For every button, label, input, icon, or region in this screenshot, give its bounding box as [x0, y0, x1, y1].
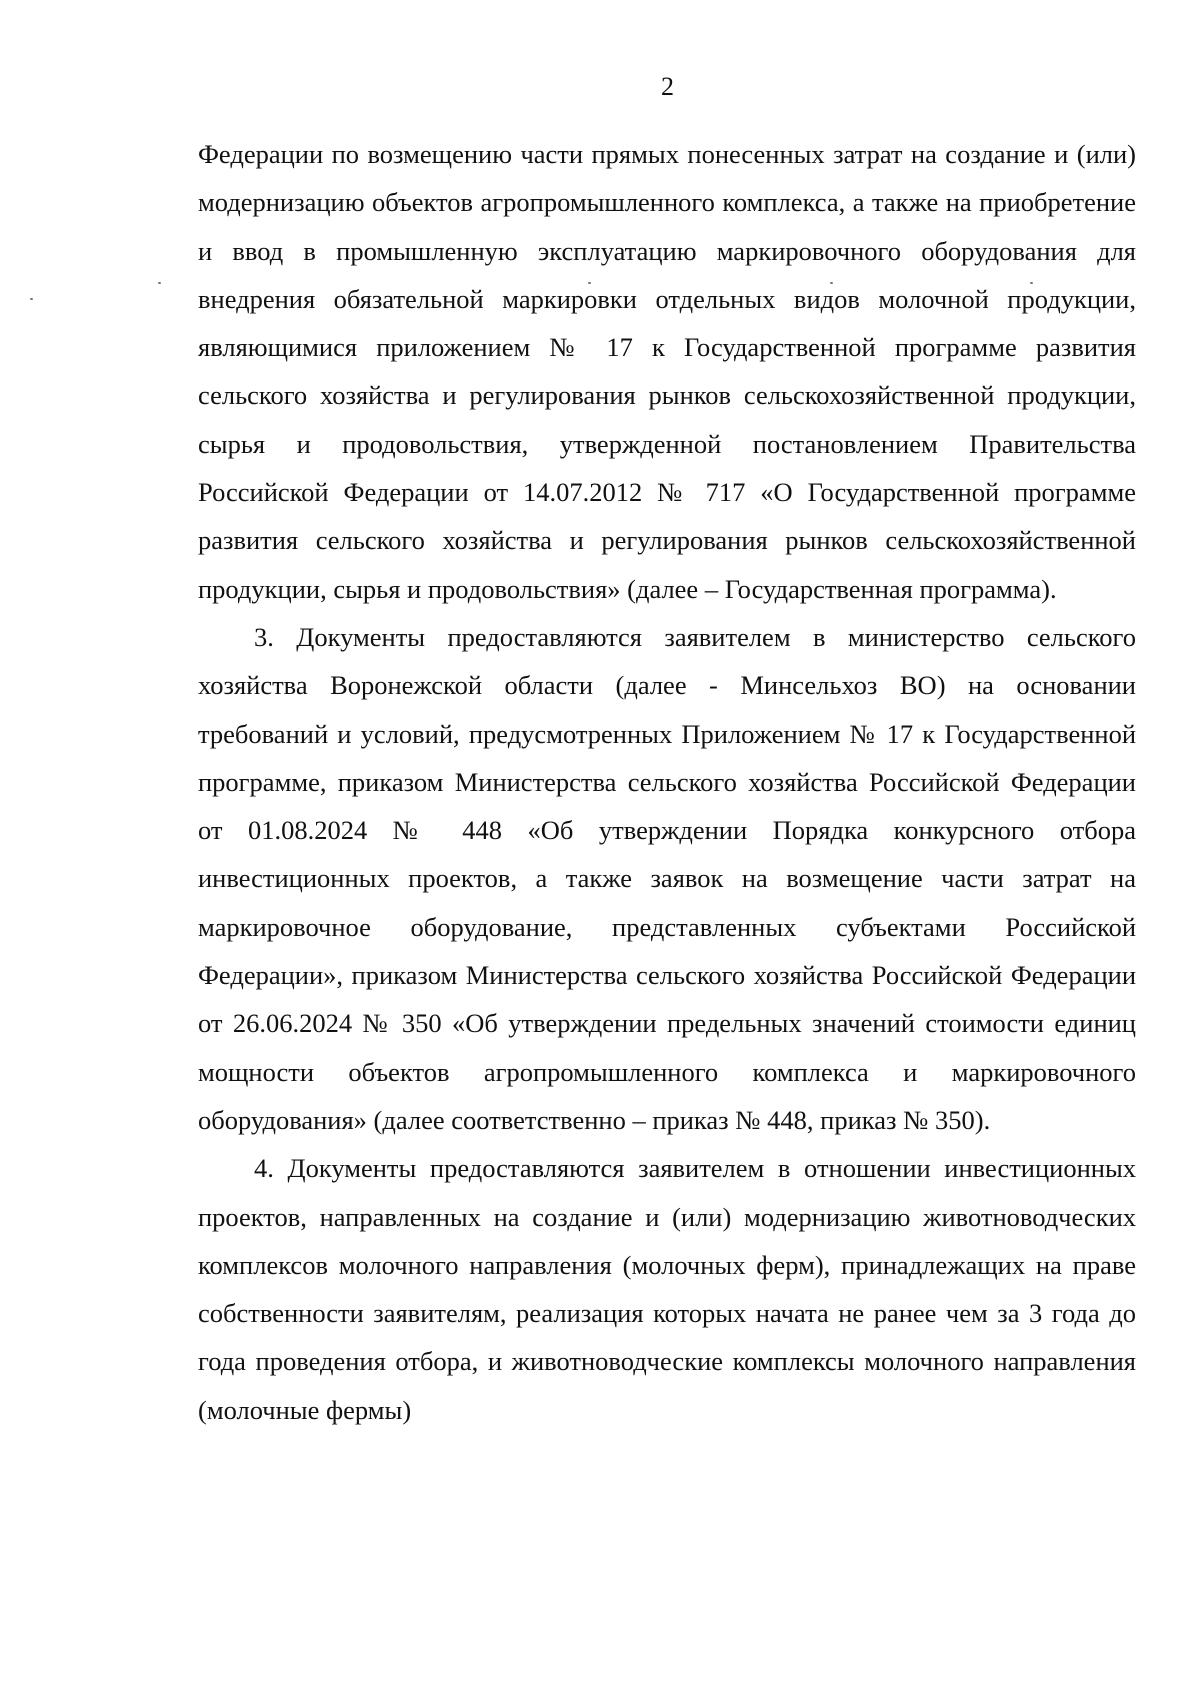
- document-body: [198, 130, 1136, 1434]
- paragraph-item-4: 4. Документы предоставляются заявителем в отношении инвестиционных проектов, направленных на создание и (или) модернизацию животноводческих комплексов молочного направления (молочных ферм), принадлежащих на праве собственности заявителям, реализация которых начата не ранее чем за 3 года до года проведения отбора, и животноводческие комплексы молочного направления (молочные фермы): [198, 1153, 1136, 1425]
- scan-speck: [30, 298, 33, 300]
- page-number: 2: [661, 72, 674, 101]
- paragraph-continuation: Федерации по возмещению части прямых понесенных затрат на создание и (или) модернизацию объектов агропромышленного комплекса, а также на приобретение и ввод в промышленную эксплуатацию маркировочного оборудования для внедрения обязательной маркировки отдельных видов молочной продукции, являющимися приложением № 17 к Государственной программе развития сельского хозяйства и регулирования рынков сельскохозяйственной продукции, сырья и продовольствия, утвержденной постановлением Правительства Российской Федерации от 14.07.2012 № 717 «О Государственной программе развития сельского хозяйства и регулирования рынков сельскохозяйственной продукции, сырья и продовольствия» (далее – Государственная программа).: [198, 139, 1136, 604]
- scan-speck: [1030, 282, 1033, 284]
- paragraph-item-3: 3. Документы предоставляются заявителем в министерство сельского хозяйства Воронежской области (далее - Минсельхоз ВО) на основании требований и условий, предусмотренных Приложением № 17 к Государственной программе, приказом Министерства сельского хозяйства Российской Федерации от 01.08.2024 № 448 «Об утверждении Порядка конкурсного отбора инвестиционных проектов, а также заявок на возмещение части затрат на маркировочное оборудование, представленных субъектами Российской Федерации», приказом Министерства сельского хозяйства Российской Федерации от 26.06.2024 № 350 «Об утверждении предельных значений стоимости единиц мощности объектов агропромышленного комплекса и маркировочного оборудования» (далее соответственно – приказ № 448, приказ № 350).: [198, 621, 1136, 1135]
- scan-speck: [588, 282, 591, 284]
- scan-speck: [158, 282, 161, 284]
- scan-speck: [830, 282, 833, 284]
